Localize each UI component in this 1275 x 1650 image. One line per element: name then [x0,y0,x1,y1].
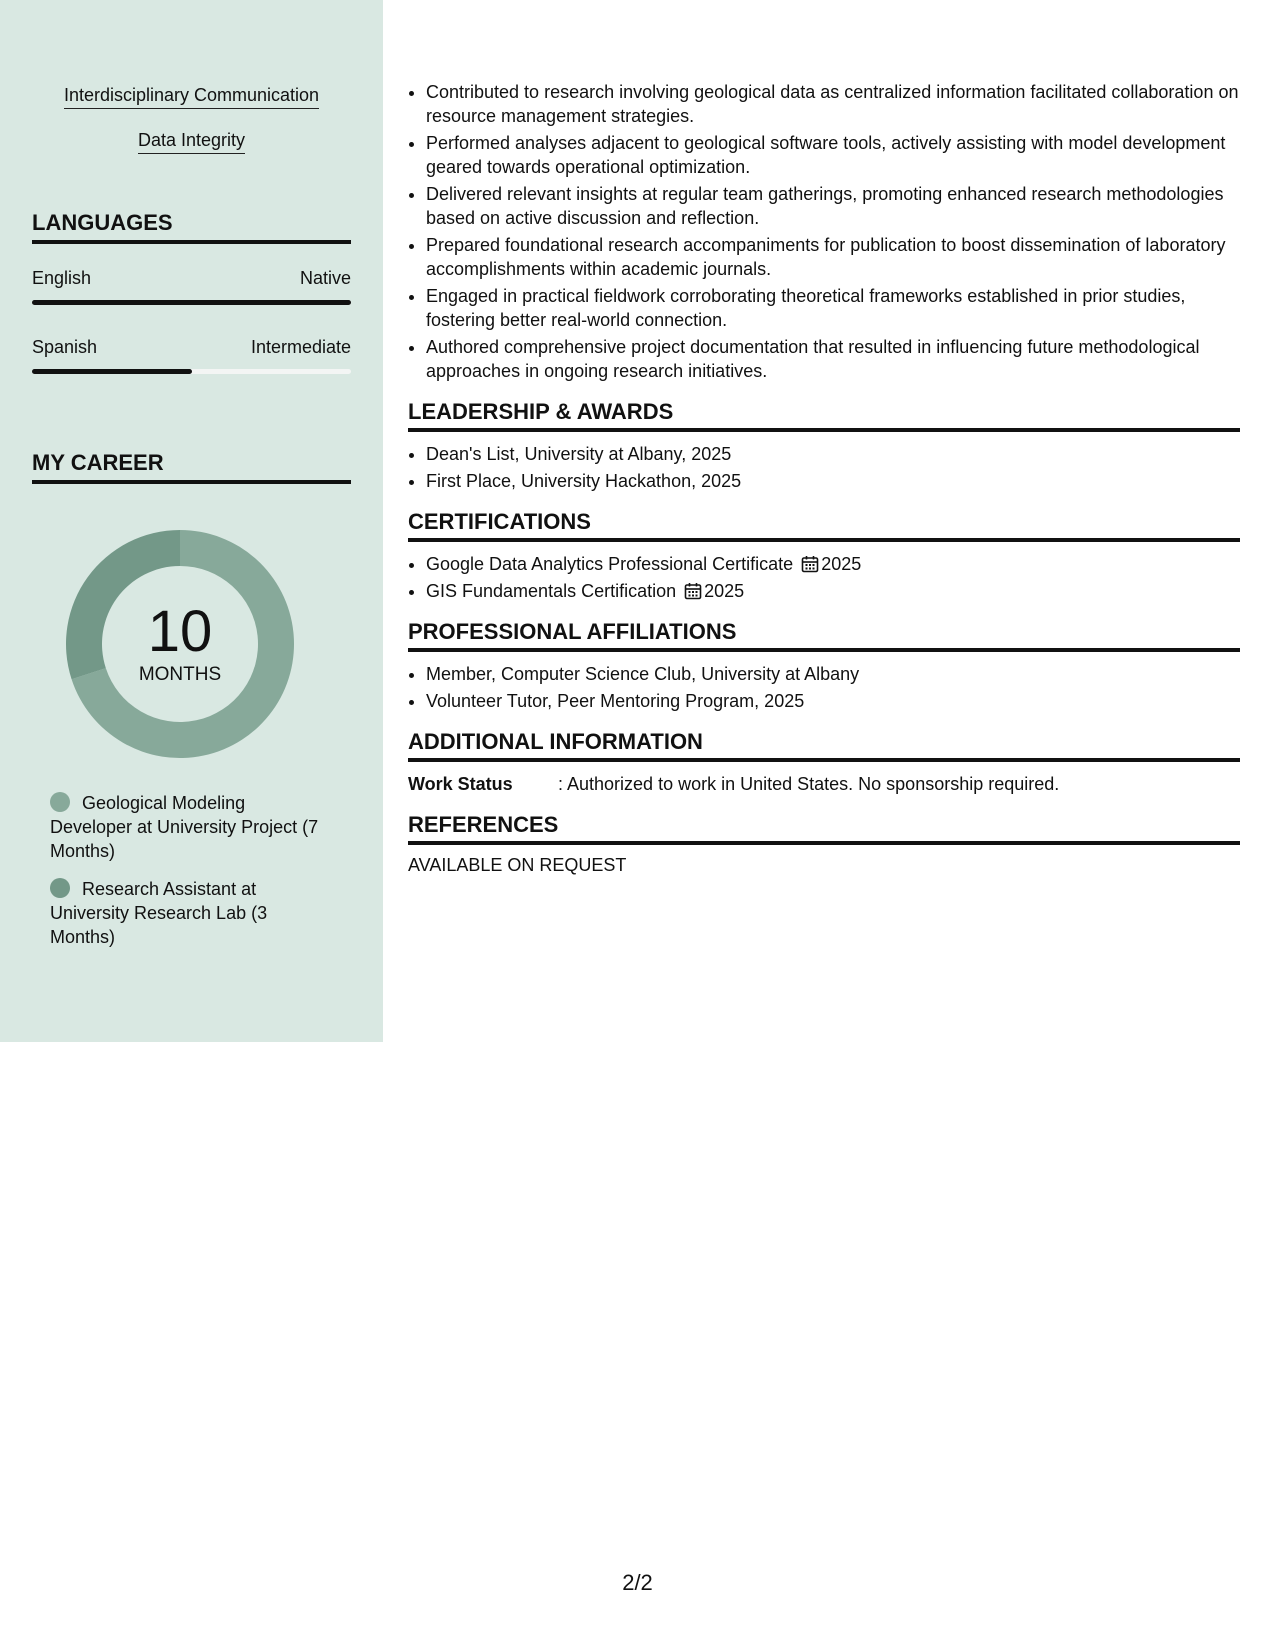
certification-year: 2025 [704,581,745,601]
list-item: • Authored comprehensive project documentation that resulted in influencing future methodological approaches in ongoing research initiatives. [426,335,1240,383]
list-item [426,552,1240,576]
references-heading: REFERENCES [408,812,1240,845]
list-item: • Contributed to research involving geological data as centralized information facilitated collaboration on resource management strategies. [426,80,1240,128]
list-item: • First Place, University Hackathon, 2025 [426,469,1240,493]
list-item: • Member, Computer Science Club, University at Albany [426,662,1240,686]
calendar-icon [801,555,819,573]
career-heading: MY CAREER [32,450,351,484]
language-row [32,268,351,289]
career-legend-label: Research Assistant at University Research Lab (3 Months) [50,879,268,947]
skill-tag: Interdisciplinary Communication [64,84,319,109]
language-name: Spanish [32,337,98,357]
languages-heading: LANGUAGES [32,210,351,244]
language-level: Intermediate [250,337,351,357]
leadership-heading: LEADERSHIP & AWARDS [408,399,1240,432]
list-item: • Dean's List, University at Albany, 2025 [426,442,1240,466]
list-item: • Performed analyses adjacent to geological software tools, actively assisting with model development geared towards operational optimization. [426,131,1240,179]
additional-info-heading: ADDITIONAL INFORMATION [408,729,1240,762]
language-level: Native [299,268,351,288]
legend-dot-icon [50,878,70,898]
work-status-value: : Authorized to work in United States. No sponsorship required. [558,774,1060,794]
list-item: • Delivered relevant insights at regular team gatherings, promoting enhanced research methodologies based on active discussion and reflection. [426,182,1240,230]
experience-bullets [408,80,1240,383]
language-proficiency-bar [32,300,351,305]
certifications-list [408,552,1240,603]
language-name: English [32,268,92,288]
references-text: AVAILABLE ON REQUEST [408,855,627,875]
career-total-unit: MONTHS [138,664,222,685]
sidebar [0,0,383,1042]
list-item: • Volunteer Tutor, Peer Mentoring Program, 2025 [426,689,1240,713]
career-legend-item [50,877,320,949]
legend-dot-icon [50,792,70,812]
calendar-icon [684,582,702,600]
certifications-heading: CERTIFICATIONS [408,509,1240,542]
skills-list [0,84,383,174]
main-content [408,80,1240,876]
certification-name: Google Data Analytics Professional Certificate [426,554,794,574]
language-proficiency-bar [32,369,351,374]
page-number: 2/2 [622,1570,653,1595]
language-proficiency-fill [32,369,192,374]
leadership-list [408,442,1240,493]
affiliations-list [408,662,1240,713]
work-status-label: Work Status [408,774,513,794]
work-status-row [408,772,1240,796]
certification-name: GIS Fundamentals Certification [426,581,677,601]
certification-year: 2025 [821,554,862,574]
list-item [426,579,1240,603]
skill-tag: Data Integrity [138,129,245,154]
language-proficiency-fill [32,300,351,305]
career-total-months: 10 [147,599,213,664]
career-legend-item [50,791,320,863]
list-item: • Engaged in practical fieldwork corroborating theoretical frameworks established in prior studies, fostering better real-world connection. [426,284,1240,332]
list-item: • Prepared foundational research accompaniments for publication to boost dissemination of laboratory accomplishments within academic journals. [426,233,1240,281]
language-row [32,337,351,358]
affiliations-heading: PROFESSIONAL AFFILIATIONS [408,619,1240,652]
career-legend-label: Geological Modeling Developer at University Project (7 Months) [50,793,319,861]
